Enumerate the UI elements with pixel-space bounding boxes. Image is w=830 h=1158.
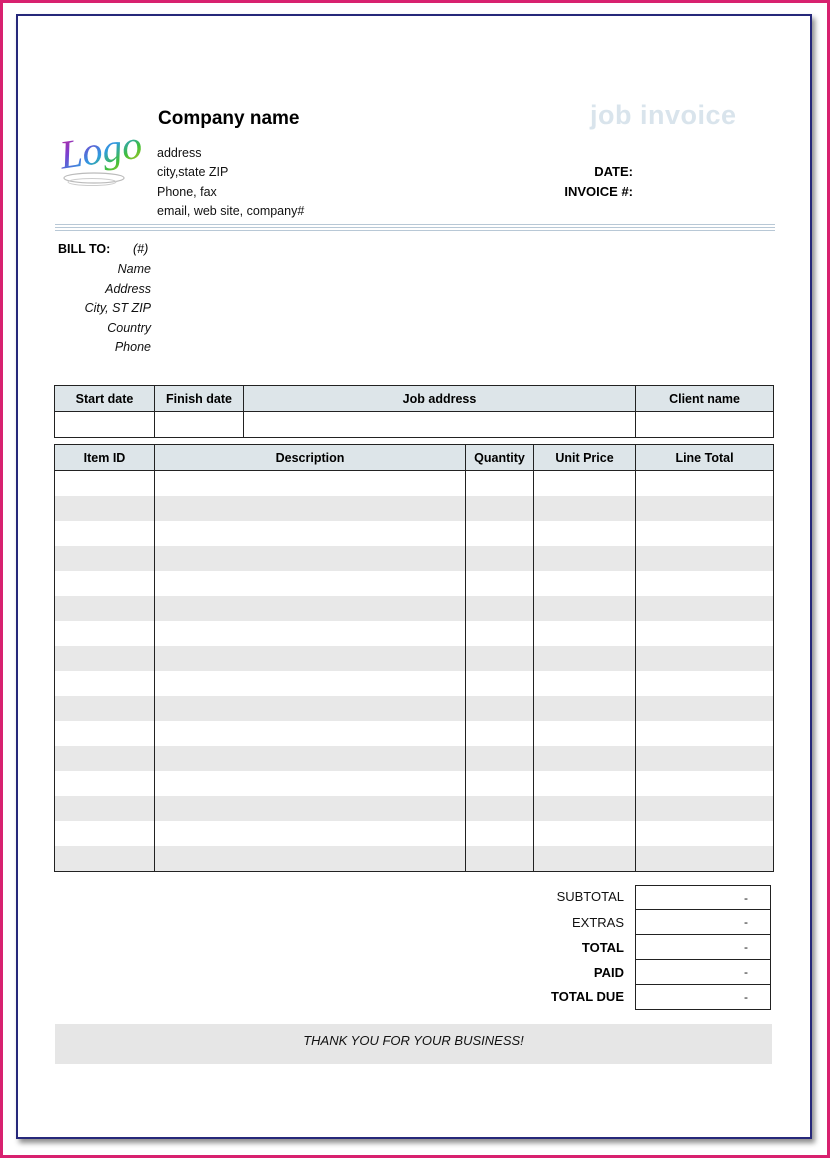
quantity-cell[interactable] [466,596,534,621]
description-cell[interactable] [155,621,466,646]
company-email-web: email, web site, company# [157,204,305,218]
line-total-cell[interactable] [636,571,774,596]
description-cell[interactable] [155,471,466,497]
quantity-cell[interactable] [466,821,534,846]
line-total-cell[interactable] [636,796,774,821]
line-items-table [54,444,774,872]
unit-price-cell[interactable] [534,546,636,571]
line-total-cell[interactable] [636,671,774,696]
extras-value[interactable]: - [635,910,771,935]
bill-to-address: Address [105,282,151,296]
unit-price-cell[interactable] [534,846,636,872]
company-address: address [157,146,202,160]
column-header-item-id: Item ID [55,445,155,471]
table-row [55,471,774,497]
company-city-state: city,state ZIP [157,165,229,179]
description-cell[interactable] [155,546,466,571]
column-header-start-date: Start date [55,386,155,412]
table-row [55,846,774,872]
quantity-cell[interactable] [466,571,534,596]
column-header-line-total: Line Total [636,445,774,471]
item-id-cell[interactable] [55,621,155,646]
line-total-cell[interactable] [636,621,774,646]
line-total-cell[interactable] [636,821,774,846]
quantity-cell[interactable] [466,846,534,872]
unit-price-cell[interactable] [534,621,636,646]
start-date-cell[interactable] [55,412,155,438]
unit-price-cell[interactable] [534,496,636,521]
line-total-cell[interactable] [636,496,774,521]
logo-text: Logo [56,121,145,178]
subtotal-value[interactable]: - [635,885,771,910]
company-logo [54,112,145,194]
date-label: DATE: [594,164,633,179]
paid-value[interactable]: - [635,960,771,985]
line-total-cell[interactable] [636,546,774,571]
unit-price-cell[interactable] [534,821,636,846]
quantity-cell[interactable] [466,496,534,521]
item-id-cell[interactable] [55,771,155,796]
unit-price-cell[interactable] [534,646,636,671]
table-row [55,546,774,571]
quantity-cell[interactable] [466,671,534,696]
line-total-cell[interactable] [636,721,774,746]
description-cell[interactable] [155,646,466,671]
unit-price-cell[interactable] [534,721,636,746]
line-total-cell[interactable] [636,771,774,796]
column-header-client-name: Client name [636,386,774,412]
paid-label: PAID [593,965,624,980]
quantity-cell[interactable] [466,696,534,721]
item-id-cell[interactable] [55,796,155,821]
description-cell[interactable] [155,496,466,521]
total-due-label: TOTAL DUE [551,989,624,1004]
item-id-cell[interactable] [55,596,155,621]
line-total-cell[interactable] [636,646,774,671]
unit-price-cell[interactable] [534,771,636,796]
table-row [55,412,774,438]
client-name-cell[interactable] [636,412,774,438]
column-header-quantity: Quantity [466,445,534,471]
item-id-cell[interactable] [55,546,155,571]
description-cell[interactable] [155,696,466,721]
column-header-finish-date: Finish date [155,386,244,412]
item-id-cell[interactable] [55,846,155,872]
column-header-description: Description [155,445,466,471]
total-label: TOTAL [581,940,624,955]
item-id-cell[interactable] [55,471,155,497]
item-id-cell[interactable] [55,571,155,596]
description-cell[interactable] [155,571,466,596]
bill-to-country: Country [107,321,151,335]
item-id-cell[interactable] [55,721,155,746]
unit-price-cell[interactable] [534,521,636,546]
quantity-cell[interactable] [466,721,534,746]
quantity-cell[interactable] [466,521,534,546]
company-name: Company name [158,108,300,129]
quantity-cell[interactable] [466,646,534,671]
unit-price-cell[interactable] [534,696,636,721]
description-cell[interactable] [155,846,466,872]
document-title: job invoice [590,100,737,130]
quantity-cell[interactable] [466,546,534,571]
company-phone-fax: Phone, fax [157,185,217,199]
thank-you-banner: THANK YOU FOR YOUR BUSINESS! [55,1024,772,1064]
bill-to-name: Name [117,262,151,276]
invoice-page [16,14,812,1139]
table-row [55,621,774,646]
unit-price-cell[interactable] [534,746,636,771]
table-row [55,746,774,771]
item-id-cell[interactable] [55,671,155,696]
description-cell[interactable] [155,521,466,546]
unit-price-cell[interactable] [534,671,636,696]
table-row [55,696,774,721]
extras-label: EXTRAS [571,915,624,930]
item-id-cell[interactable] [55,521,155,546]
table-row [55,771,774,796]
invoice-number-label: INVOICE #: [564,184,633,199]
subtotal-label: SUBTOTAL [556,889,624,904]
description-cell[interactable] [155,721,466,746]
description-cell[interactable] [155,796,466,821]
line-total-cell[interactable] [636,746,774,771]
unit-price-cell[interactable] [534,596,636,621]
line-total-cell[interactable] [636,521,774,546]
quantity-cell[interactable] [466,796,534,821]
description-cell[interactable] [155,746,466,771]
description-cell[interactable] [155,671,466,696]
line-total-cell[interactable] [636,696,774,721]
bill-to-number: (#) [133,242,149,256]
unit-price-cell[interactable] [534,571,636,596]
header-rule [55,230,775,231]
description-cell[interactable] [155,596,466,621]
job-details-table [54,385,774,438]
bill-to-label: BILL TO: [58,242,111,256]
table-row [55,521,774,546]
table-row [55,721,774,746]
column-header-unit-price: Unit Price [534,445,636,471]
quantity-cell[interactable] [466,471,534,497]
quantity-cell[interactable] [466,771,534,796]
description-cell[interactable] [155,821,466,846]
item-id-cell[interactable] [55,696,155,721]
line-total-cell[interactable] [636,596,774,621]
item-id-cell[interactable] [55,496,155,521]
item-id-cell[interactable] [55,646,155,671]
total-due-value[interactable]: - [635,985,771,1010]
description-cell[interactable] [155,771,466,796]
column-header-job-address: Job address [244,386,636,412]
table-row [55,646,774,671]
item-id-cell[interactable] [55,821,155,846]
header-rule [55,227,775,228]
bill-to-phone: Phone [114,340,151,354]
finish-date-cell[interactable] [155,412,244,438]
bill-to-city-state-zip: City, ST ZIP [84,301,151,315]
table-row [55,821,774,846]
total-value[interactable]: - [635,935,771,960]
quantity-cell[interactable] [466,746,534,771]
line-items-body [55,471,774,872]
table-row [55,796,774,821]
table-row [55,571,774,596]
item-id-cell[interactable] [55,746,155,771]
line-total-cell[interactable] [636,471,774,497]
table-row [55,596,774,621]
table-row [55,671,774,696]
unit-price-cell[interactable] [534,471,636,497]
quantity-cell[interactable] [466,621,534,646]
header-rule [55,224,775,225]
unit-price-cell[interactable] [534,796,636,821]
table-row [55,496,774,521]
line-total-cell[interactable] [636,846,774,872]
job-address-cell[interactable] [244,412,636,438]
